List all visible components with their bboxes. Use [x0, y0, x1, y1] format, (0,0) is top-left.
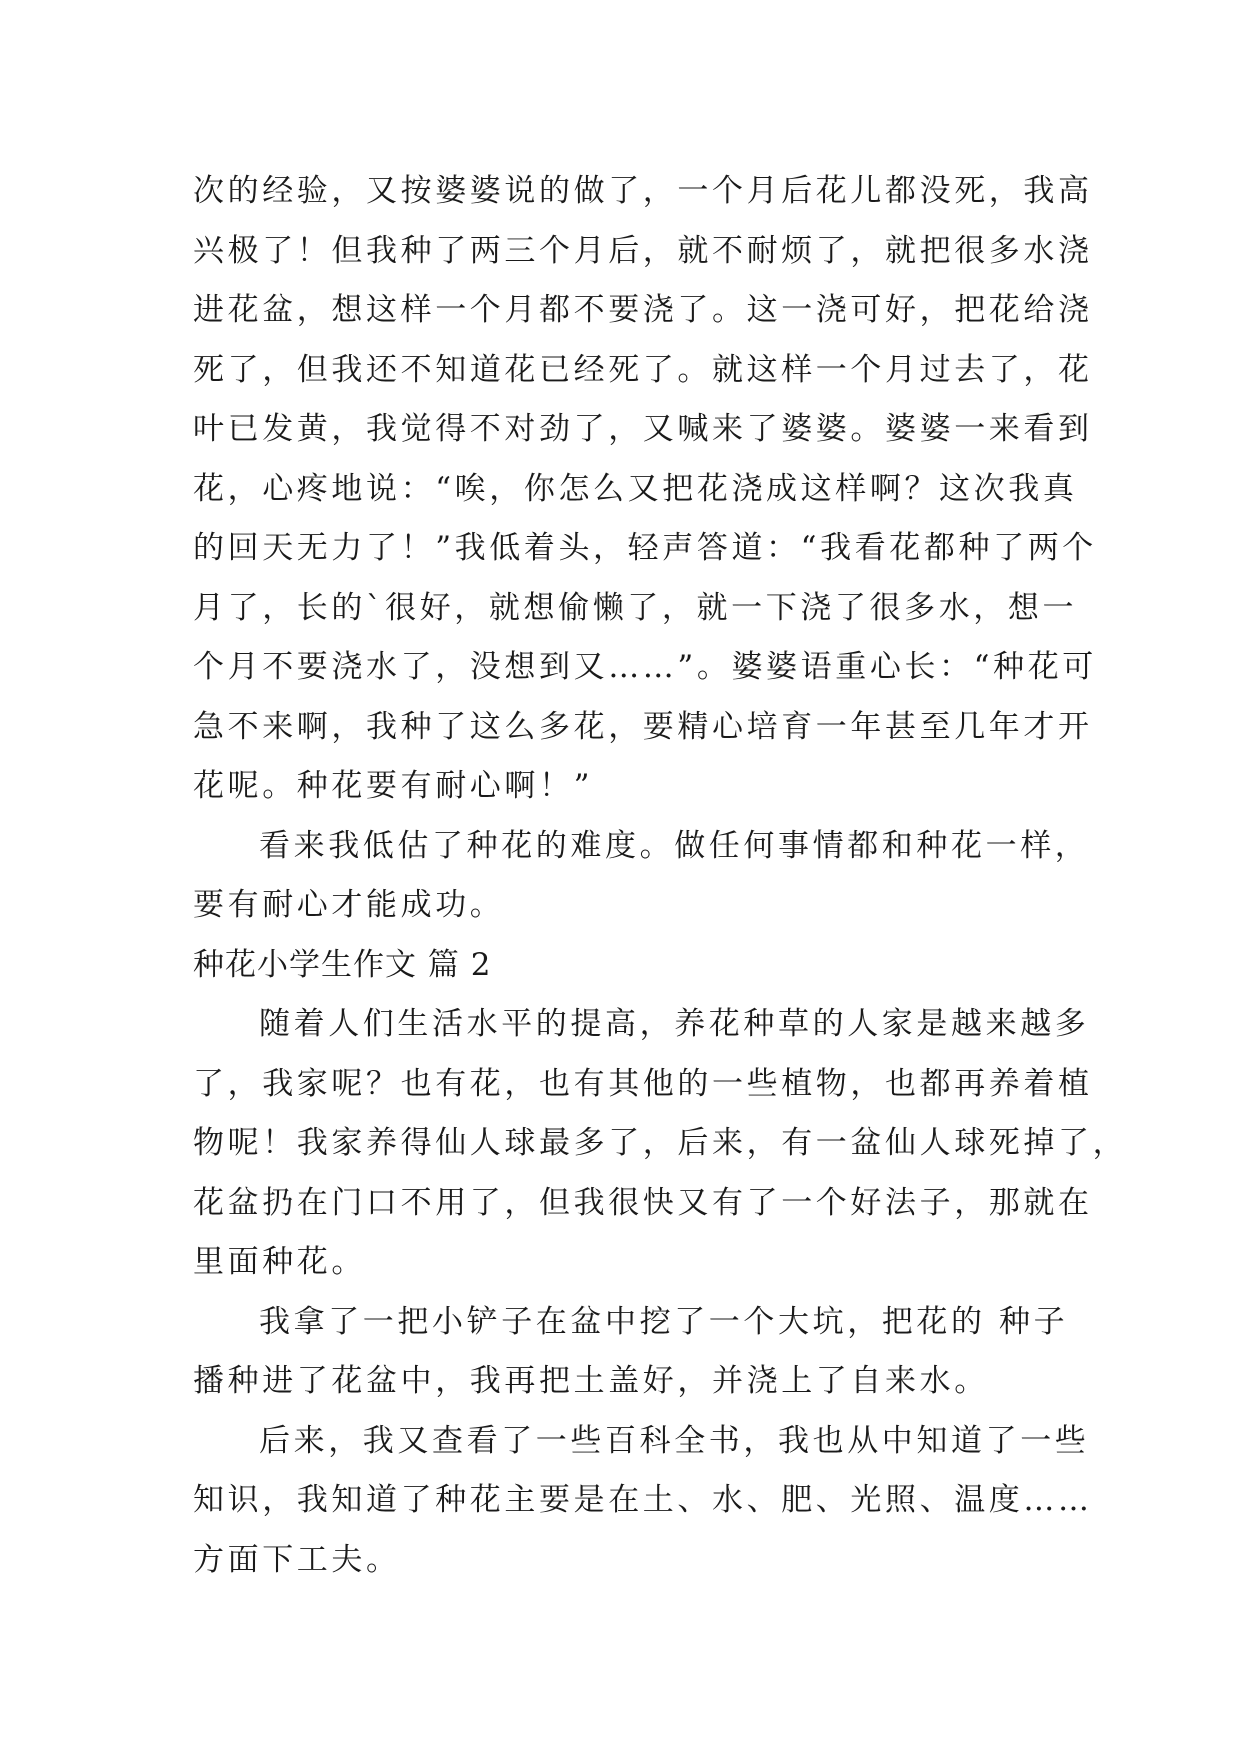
text-line: 进花盆，想这样一个月都不要浇了。这一浇可好，把花给浇	[193, 292, 1093, 328]
heading-text: 种花小学生作文 篇 2	[193, 946, 492, 983]
paragraph-planting	[193, 1293, 1073, 1412]
text-line: 个月不要浇水了，没想到又……”。婆婆语重心长：“种花可	[193, 649, 1097, 685]
text-line: 方面下工夫。	[193, 1541, 401, 1578]
text-line: 月了，长的`很好，就想偷懒了，就一下浇了很多水，想一	[193, 589, 1078, 626]
text-line: 随着人们生活水平的提高，养花种草的人家是越来越多	[259, 1006, 1090, 1042]
text-line: 我拿了一把小铲子在盆中挖了一个大坑，把花的 种子	[259, 1303, 1069, 1340]
text-line: 播种进了花盆中，我再把土盖好，并浇上了自来水。	[193, 1363, 989, 1399]
text-line: 次的经验，又按婆婆说的做了，一个月后花儿都没死，我高	[193, 173, 1093, 209]
text-line: 看来我低估了种花的难度。做任何事情都和种花一样，	[259, 827, 1090, 864]
text-line: 叶已发黄，我觉得不对劲了，又喊来了婆婆。婆婆一来看到	[193, 411, 1093, 447]
text-line: 的回天无力了！”我低着头，轻声答道：“我看花都种了两个	[193, 530, 1097, 566]
paragraph-conclusion	[193, 817, 1090, 936]
text-line: 知识，我知道了种花主要是在土、水、肥、光照、温度……	[193, 1482, 1093, 1518]
text-line: 后来，我又查看了一些百科全书，我也从中知道了一些	[259, 1422, 1090, 1459]
document-body	[193, 162, 1128, 1590]
paragraph-continuation	[193, 162, 1097, 817]
text-line: 花，心疼地说：“唉，你怎么又把花浇成这样啊？这次我真	[193, 470, 1078, 507]
paragraph-knowledge	[193, 1412, 1093, 1591]
text-line: 里面种花。	[193, 1244, 366, 1280]
text-line: 要有耐心才能成功。	[193, 887, 505, 923]
text-line: 兴极了！但我种了两三个月后，就不耐烦了，就把很多水浇	[193, 232, 1093, 269]
text-line: 花呢。种花要有耐心啊！”	[193, 768, 594, 804]
paragraph-intro	[193, 995, 1128, 1293]
text-line: 物呢！我家养得仙人球最多了，后来，有一盆仙人球死掉了，	[193, 1125, 1128, 1161]
section-heading	[193, 936, 1073, 996]
text-line: 花盆扔在门口不用了，但我很快又有了一个好法子，那就在	[193, 1184, 1093, 1221]
text-line: 了，我家呢？也有花，也有其他的一些植物，也都再养着植	[193, 1065, 1093, 1102]
text-line: 死了，但我还不知道花已经死了。就这样一个月过去了，花	[193, 351, 1093, 388]
text-line: 急不来啊，我种了这么多花，要精心培育一年甚至几年才开	[193, 708, 1093, 745]
